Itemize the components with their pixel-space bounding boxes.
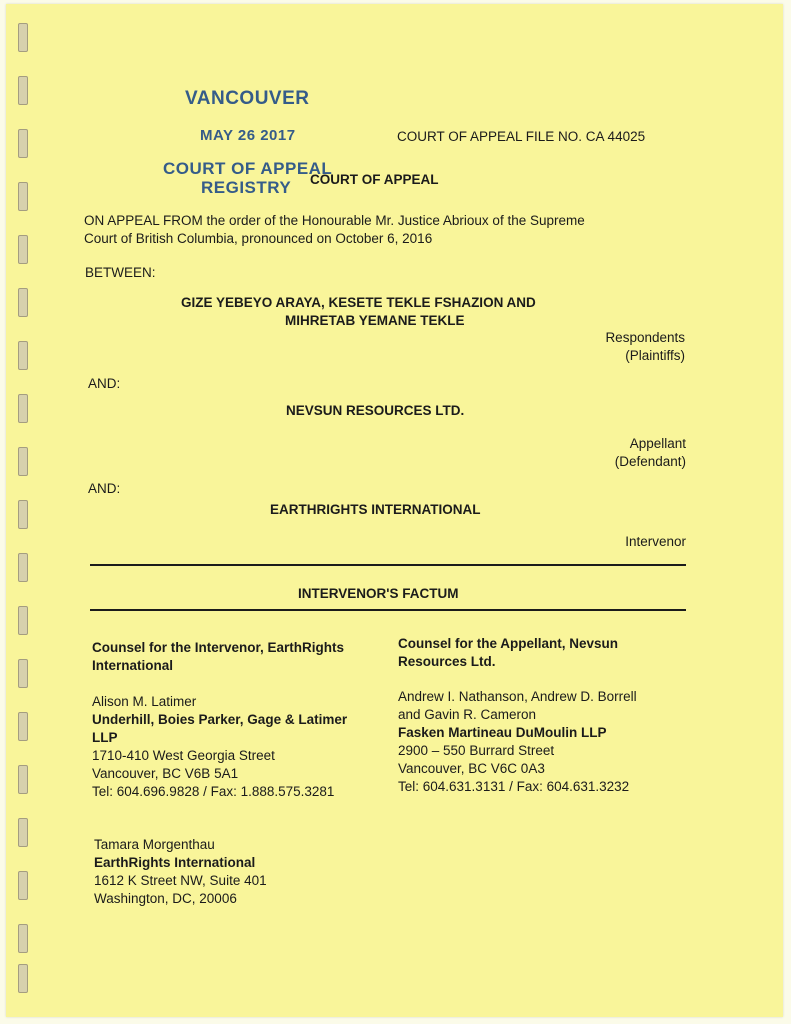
- appellant-counsel-heading-1: Counsel for the Appellant, Nevsun: [398, 636, 619, 651]
- binding-hole: [18, 182, 28, 211]
- stamp-registry: REGISTRY: [201, 178, 292, 197]
- binding-hole: [18, 394, 28, 423]
- appellant-firm: Fasken Martineau DuMoulin LLP: [398, 725, 607, 740]
- intervenor-address-b2: Washington, DC, 20006: [94, 891, 237, 906]
- binding-hole: [18, 76, 28, 105]
- binding-hole: [18, 288, 28, 317]
- intervenor-phone: Tel: 604.696.9828 / Fax: 1.888.575.3281: [92, 784, 335, 799]
- appeal-line-2: Court of British Columbia, pronounced on October 6, 2016: [84, 231, 433, 246]
- stamp-city: VANCOUVER: [185, 88, 310, 109]
- document-title: INTERVENOR'S FACTUM: [298, 586, 459, 601]
- appellant-address-2: Vancouver, BC V6C 0A3: [398, 761, 545, 776]
- intervenor-address-1: 1710-410 West Georgia Street: [92, 748, 275, 763]
- binding-hole: [18, 500, 28, 529]
- file-number: COURT OF APPEAL FILE NO. CA 44025: [397, 129, 646, 144]
- intervenor-address-b1: 1612 K Street NW, Suite 401: [94, 873, 267, 888]
- binding-hole: [18, 129, 28, 158]
- intervenor-name: EARTHRIGHTS INTERNATIONAL: [270, 502, 481, 517]
- intervenor-counsel-heading-2: International: [92, 658, 174, 673]
- binding-hole: [18, 341, 28, 370]
- intervenor-counsel-heading-1: Counsel for the Intervenor, EarthRights: [92, 640, 345, 655]
- intervenor-counsel-name: Alison M. Latimer: [92, 694, 197, 709]
- binding-hole: [18, 964, 28, 993]
- intervenor-firm-1: Underhill, Boies Parker, Gage & Latimer: [92, 712, 348, 727]
- binding-hole: [18, 712, 28, 741]
- binding-hole: [18, 659, 28, 688]
- binding-hole: [18, 924, 28, 953]
- between-label: BETWEEN:: [85, 265, 156, 280]
- appellant-counsel-names-2: and Gavin R. Cameron: [398, 707, 537, 722]
- appellant-phone: Tel: 604.631.3131 / Fax: 604.631.3232: [398, 779, 630, 794]
- binding-hole: [18, 871, 28, 900]
- respondents-role-1: Respondents: [605, 330, 685, 345]
- appellant-role-1: Appellant: [629, 436, 686, 451]
- appellant-counsel-names-1: Andrew I. Nathanson, Andrew D. Borrell: [398, 689, 637, 704]
- binding-hole: [18, 818, 28, 847]
- appellant-name: NEVSUN RESOURCES LTD.: [286, 403, 465, 418]
- binding-hole: [18, 765, 28, 794]
- respondents-names-1: GIZE YEBEYO ARAYA, KESETE TEKLE FSHAZION AND: [181, 295, 536, 310]
- binding-hole: [18, 447, 28, 476]
- appeal-line-1: ON APPEAL FROM the order of the Honourable Mr. Justice Abrioux of the Supreme: [84, 213, 585, 228]
- binding-hole: [18, 23, 28, 52]
- intervenor-firm-b: EarthRights International: [94, 855, 256, 870]
- and-label-1: AND:: [88, 376, 121, 391]
- appellant-counsel-heading-2: Resources Ltd.: [398, 654, 496, 669]
- respondents-role-2: (Plaintiffs): [625, 348, 685, 363]
- appellant-address-1: 2900 – 550 Burrard Street: [398, 743, 555, 758]
- intervenor-role: Intervenor: [625, 534, 686, 549]
- stamp-date: MAY 26 2017: [200, 127, 296, 144]
- court-name: COURT OF APPEAL: [310, 172, 439, 187]
- intervenor-address-2: Vancouver, BC V6B 5A1: [92, 766, 239, 781]
- divider-bottom: [90, 609, 686, 611]
- divider-top: [90, 564, 686, 566]
- appellant-role-2: (Defendant): [614, 454, 686, 469]
- intervenor-firm-2: LLP: [92, 730, 118, 745]
- intervenor-counsel-name-2: Tamara Morgenthau: [94, 837, 215, 852]
- and-label-2: AND:: [88, 481, 121, 496]
- binding-hole: [18, 235, 28, 264]
- stamp-court: COURT OF APPEAL: [163, 159, 333, 178]
- binding-hole: [18, 553, 28, 582]
- binding-hole: [18, 606, 28, 635]
- respondents-names-2: MIHRETAB YEMANE TEKLE: [285, 313, 465, 328]
